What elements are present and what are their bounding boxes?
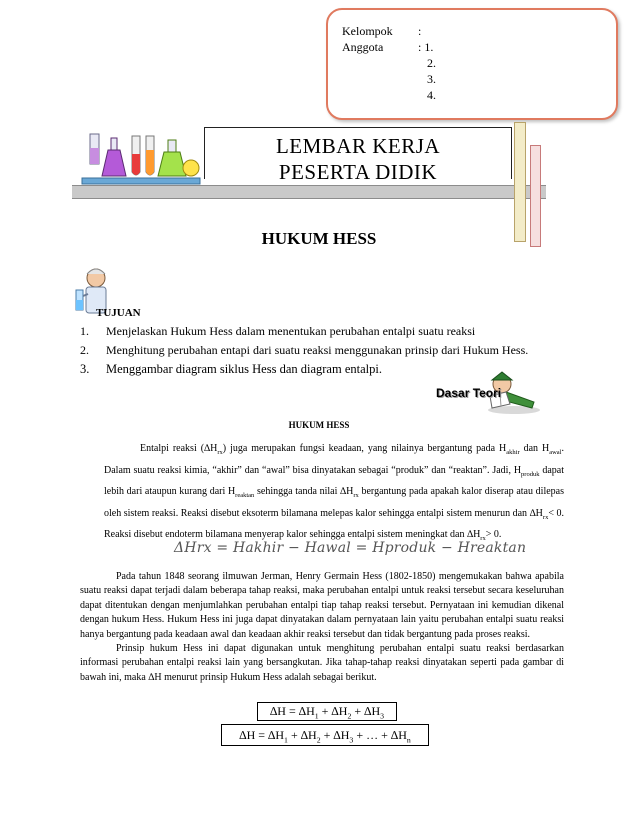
decorative-bar [514, 122, 526, 242]
kelompok-label: Kelompok [342, 24, 393, 38]
anggota-colon: : 1. [418, 40, 434, 54]
formula-entalpi: ΔHrx = Hakhir − Hawal = Hproduk − Hreaktan [174, 540, 527, 556]
paragraph-entalpi: Entalpi reaksi $(\Delta H_{rx})$ juga merupakan fungsi keadaan, yang nilainya bergantung pada $H_{akhir}$ dan $H_{awal}$. Dalam suatu reaksi kimia, “akhir” dan “awal” bisa dinyatakan sebagai “produk” dan “reaktan”. Jadi, $H_{produk}$ dapat lebih dari ataupun kurang dari $H_{reaktan}$ sehingga tanda nilai $\Delta H_{rx}$ bergantung pada apakah kalor diserap atau dilepas oleh sistem reaksi. Reaksi disebut eksoterm bilamana melepas kalor sehingga entalpi sistem menurun dan $\Delta H_{rx}< 0$. Reaksi disebut endoterm bilamana menyerap kalor sehingga entalpi sistem meningkat dan $\Delta H_{rx}> 0$. [104, 443, 565, 542]
member-3: 3. [427, 72, 436, 86]
tujuan-heading: TUJUAN [96, 307, 141, 319]
list-item: 1. Menjelaskan Hukum Hess dalam menentukan perubahan entalpi suatu reaksi [80, 324, 476, 338]
objectives-list [80, 323, 528, 380]
title-line-2: PESERTA DIDIK [278, 160, 438, 179]
worksheet-title [204, 127, 512, 179]
member-4: 4. [427, 88, 436, 102]
equation-box-1: $\Delta H = \Delta H_1 + \Delta H_2 + \Delta H_3$ [257, 702, 397, 721]
equation-box-2: $\Delta H = \Delta H_1 + \Delta H_2 + \Delta H_3$ + … + $\Delta H_n$ [221, 724, 429, 746]
dasar-teori-label: Dasar Teori [436, 386, 502, 400]
paragraph-hess-1: Pada tahun 1848 seorang ilmuwan Jerman, Henry Germain Hess (1802-1850) mengemukakan bahwa apabila suatu reaksi dapat terjadi dalam beberapa tahap reaksi, maka perubahan entalpi untuk reaksi tersebut secara keseluruhan dapat ditentukan dengan menjumlahkan perubahan entalpi tiap tahap reaksi tersebut. Pernyataan ini kemudian dikenal dengan hukum Hess. Hukum Hess ini juga dapat dinyatakan dalam pernyataan lain yaitu perubahan entalpi suatu reaksi hanya bergantung pada keadaan awal dan keadaan akhir reaksi tersebut dan tidak bergantung pada proses reaksi. [80, 571, 564, 640]
group-info-box [326, 8, 618, 120]
paragraph-hess [80, 570, 564, 685]
title-line-1: LEMBAR KERJA [275, 134, 441, 158]
subsection-title: HUKUM HESS [288, 420, 350, 430]
kelompok-colon: : [418, 24, 422, 38]
lab-glassware-icon [80, 128, 204, 188]
list-item: 2. Menghitung perubahan entapi dari suatu reaksi menggunakan prinsip dari Hukum Hess. [80, 343, 529, 357]
paragraph-hess-2: Prinsip hukum Hess ini dapat digunakan untuk menghitung perubahan entalpi suatu reaksi berdasarkan informasi perubahan entalpi reaksi lain yang bersangkutan. Jika tahap-tahap reaksi dinyatakan seperti pada gambar di bawah ini, maka ∆H menurut prinsip Hukum Hess adalah sebagai berikut. [80, 643, 564, 683]
list-item: 3. Menggambar diagram siklus Hess dan diagram entalpi. [80, 362, 382, 376]
anggota-label: Anggota [342, 40, 384, 54]
page-title: HUKUM HESS [261, 229, 377, 248]
member-2: 2. [427, 56, 436, 70]
